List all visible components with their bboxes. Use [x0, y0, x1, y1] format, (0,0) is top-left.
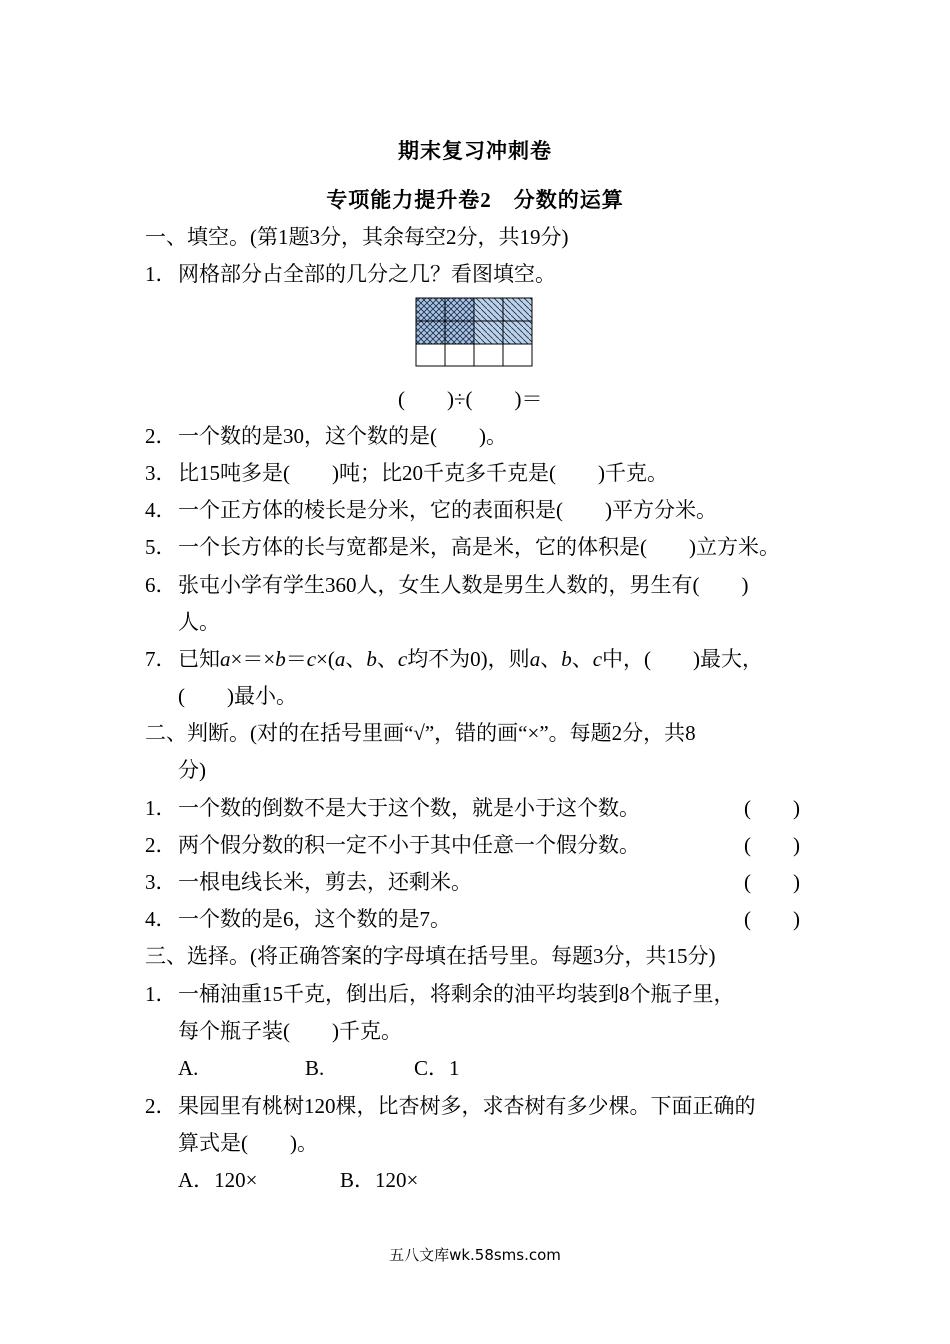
q7-text: 、: [540, 647, 562, 671]
choice-question-1-continued: 每个瓶子装( )千克。: [178, 1019, 402, 1043]
page-subtitle: 专项能力提升卷2 分数的运算: [326, 188, 624, 212]
question-number: 6．: [145, 573, 177, 597]
section1-heading: 一、填空。(第1题3分，其余每空2分，共19分): [145, 225, 569, 249]
question-3: [145, 460, 668, 486]
variable-b: b: [561, 647, 572, 671]
question-number: 1．: [145, 982, 177, 1006]
answer-blank[interactable]: ( ): [744, 907, 800, 931]
choice-question-1: [145, 981, 735, 1007]
option-b[interactable]: B.: [305, 1056, 325, 1080]
question-1-formula: ( )÷( )＝: [398, 387, 543, 411]
option-a[interactable]: A．120×: [178, 1168, 258, 1192]
option-a[interactable]: A.: [178, 1056, 199, 1080]
page-title: 期末复习冲刺卷: [398, 139, 552, 163]
judge-item-3: [145, 869, 472, 895]
section3-heading: 三、选择。(将正确答案的字母填在括号里。每题3分，共15分): [145, 944, 716, 968]
q7-text: 已知: [178, 647, 220, 671]
q7-text: 、: [345, 647, 367, 671]
question-text: 一个数的是6，这个数的是7。: [178, 907, 451, 931]
question-number: 2．: [145, 833, 177, 857]
variable-b: b: [366, 647, 377, 671]
variable-b: b: [275, 647, 286, 671]
q7-text: 均不为0)，则: [407, 647, 530, 671]
question-6-continued: 人。: [178, 610, 220, 634]
variable-c: c: [306, 647, 317, 671]
judge-item-2: [145, 832, 640, 858]
shaded-grid-figure: [415, 297, 535, 367]
section2-heading-continued: 分): [178, 758, 206, 782]
choice-question-2-continued: 算式是( )。: [178, 1131, 318, 1155]
question-text: 一个正方体的棱长是分米，它的表面积是( )平方分米。: [178, 498, 717, 522]
question-text: 一个数的倒数不是大于这个数，就是小于这个数。: [178, 796, 640, 820]
question-6: [145, 572, 748, 598]
q7-text: ＝: [285, 647, 307, 671]
answer-blank[interactable]: ( ): [744, 833, 800, 857]
answer-blank[interactable]: ( ): [744, 796, 800, 820]
question-number: 5．: [145, 535, 177, 559]
q7-text: 、: [571, 647, 593, 671]
variable-a: a: [220, 647, 231, 671]
option-b[interactable]: B．120×: [340, 1168, 419, 1192]
variable-a: a: [529, 647, 541, 671]
question-number: 2．: [145, 424, 177, 448]
question-number: 1．: [145, 262, 177, 286]
question-text: 果园里有桃树120棵，比杏树多，求杏树有多少棵。下面正确的: [178, 1094, 756, 1118]
question-number: 1．: [145, 796, 177, 820]
question-number: 3．: [145, 461, 177, 485]
answer-blank[interactable]: ( ): [744, 870, 800, 894]
question-7: [145, 646, 763, 672]
section2-heading: 二、判断。(对的在括号里画“√”，错的画“×”。每题2分，共8: [145, 721, 696, 745]
variable-c: c: [592, 647, 603, 671]
q7-text: 中，( )最大，: [602, 647, 764, 671]
question-text: 两个假分数的积一定不小于其中任意一个假分数。: [178, 833, 640, 857]
question-number: 4．: [145, 907, 177, 931]
question-7-continued: ( )最小。: [178, 684, 297, 708]
question-text: 张屯小学有学生360人，女生人数是男生人数的，男生有( ): [178, 573, 749, 597]
footer-watermark: 五八文库wk.58sms.com: [389, 1246, 561, 1264]
question-text: 一个数的是30，这个数的是( )。: [178, 424, 507, 448]
judge-item-4: [145, 906, 451, 932]
question-4: [145, 497, 717, 523]
question-text: 比15吨多是( )吨；比20千克多千克是( )千克。: [178, 461, 668, 485]
q7-text: ×＝×: [230, 647, 276, 671]
question-text: 一个长方体的长与宽都是米，高是米，它的体积是( )立方米。: [178, 535, 780, 559]
variable-a: a: [334, 647, 346, 671]
question-2: [145, 423, 507, 449]
question-text: 一桶油重15千克，倒出后，将剩余的油平均装到8个瓶子里，: [178, 982, 735, 1006]
question-number: 3．: [145, 870, 177, 894]
option-c[interactable]: C．1: [414, 1056, 460, 1080]
question-text: 一根电线长米，剪去，还剩米。: [178, 870, 472, 894]
question-text: 网格部分占全部的几分之几？看图填空。: [178, 262, 556, 286]
question-number: 4．: [145, 498, 177, 522]
judge-item-1: [145, 795, 640, 821]
q7-text: ×(: [316, 647, 335, 671]
q7-text: 、: [376, 647, 398, 671]
question-number: 7．: [145, 647, 177, 671]
variable-c: c: [397, 647, 408, 671]
question-5: [145, 534, 780, 560]
choice-question-2: [145, 1093, 756, 1119]
question-number: 2．: [145, 1094, 177, 1118]
question-1: [145, 261, 556, 287]
